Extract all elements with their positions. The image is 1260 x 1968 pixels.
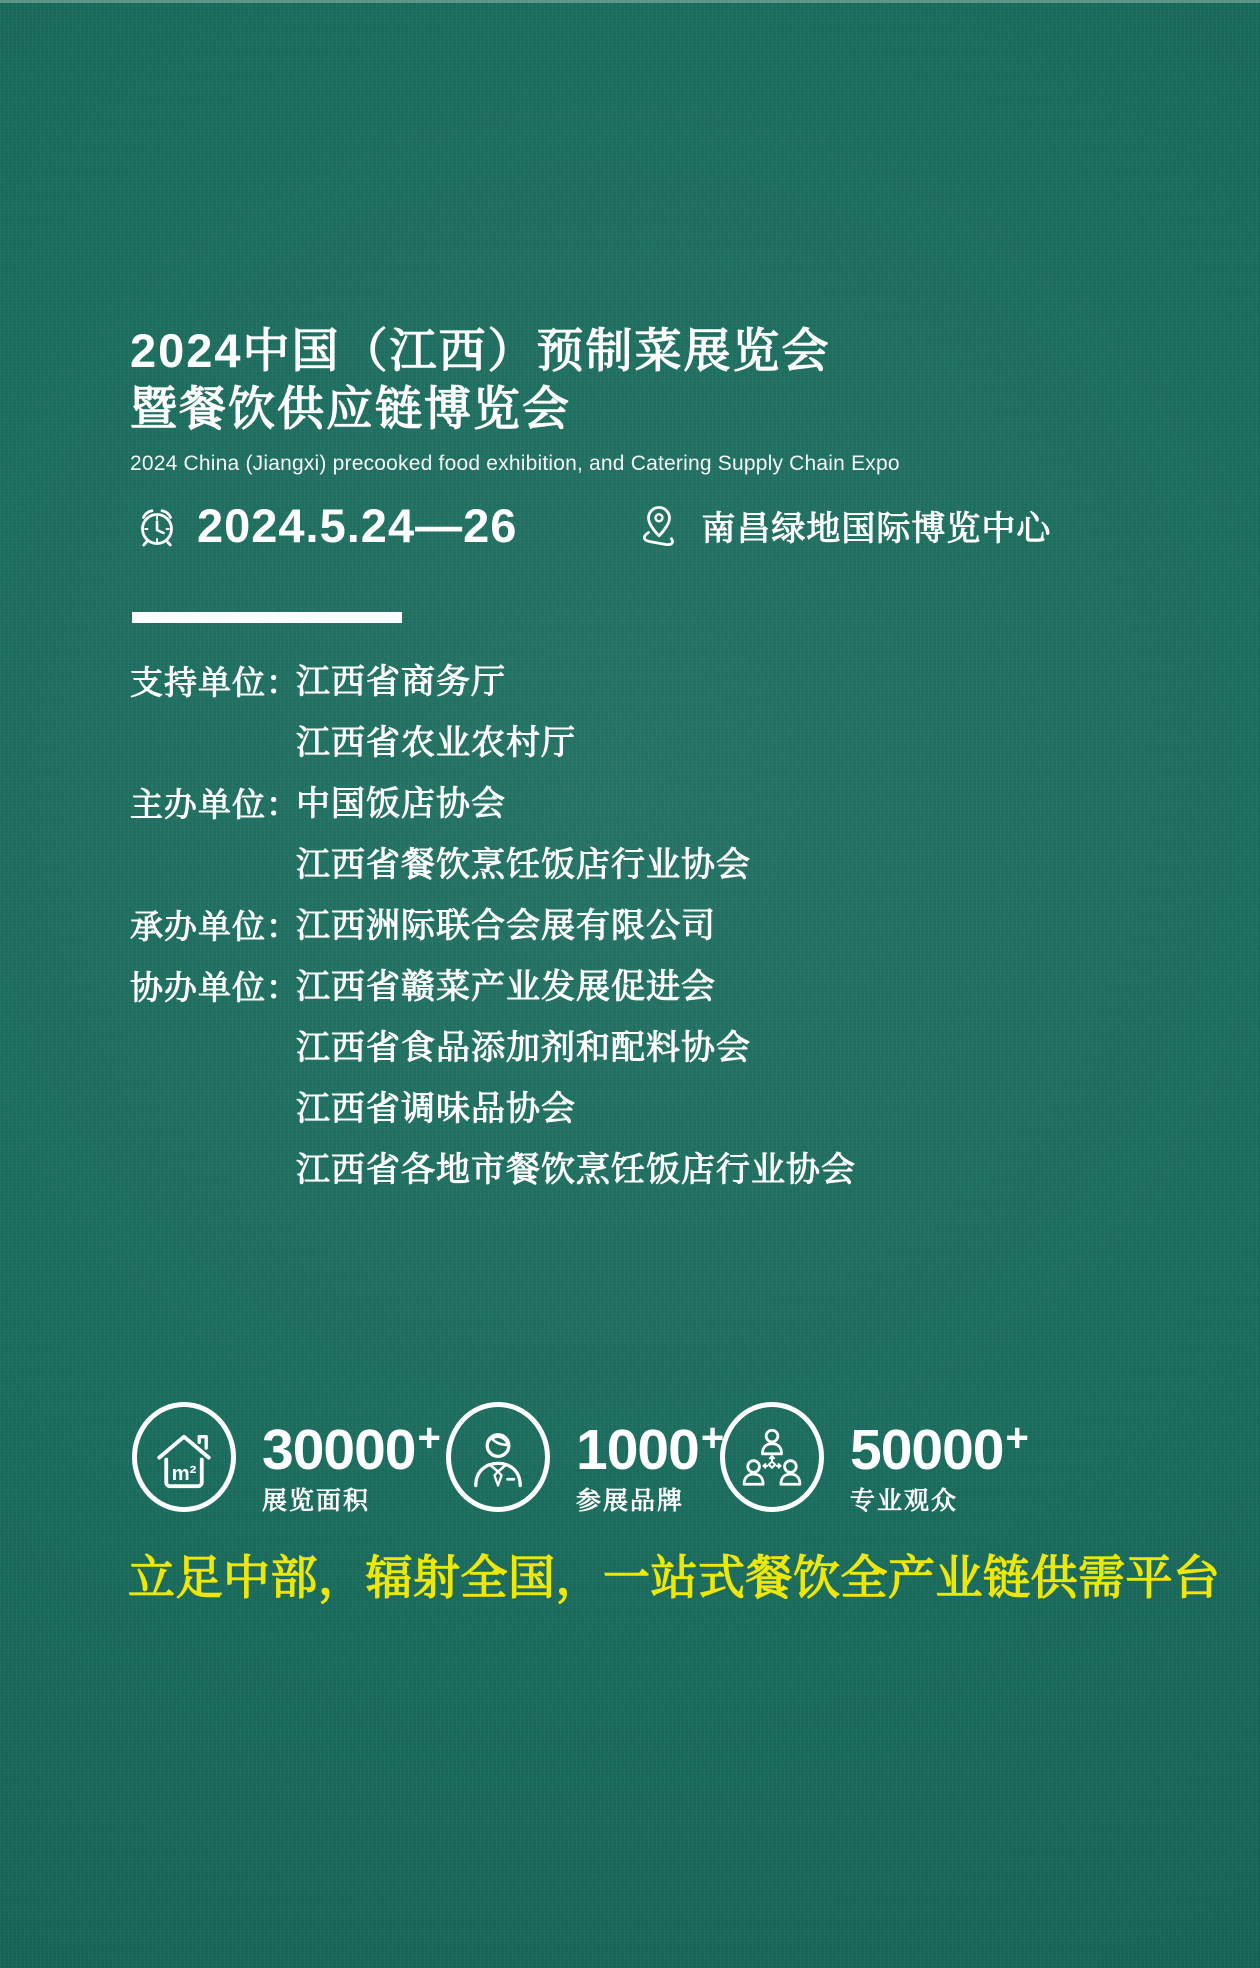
date-venue-row (133, 498, 1051, 553)
stat-label: 专业观众 (850, 1487, 959, 1515)
organizer-value: 中国饭店协会 (296, 785, 506, 823)
organizer-list (130, 652, 856, 1201)
stat-value: 1000+ (576, 1410, 723, 1478)
stat-value: 50000+ (850, 1410, 1028, 1478)
alarm-clock-icon (133, 502, 181, 550)
divider-bar (132, 612, 402, 623)
title-line-1: 2024中国（江西）预制菜展览会 (130, 324, 831, 377)
audience-network-icon (720, 1402, 824, 1512)
event-date: 2024.5.24—26 (197, 499, 518, 552)
exhibitor-person-icon (446, 1402, 550, 1512)
event-venue: 南昌绿地国际博览中心 (701, 510, 1052, 548)
date-group (133, 498, 517, 553)
stat-professional-visitors (720, 1402, 1028, 1517)
plus-sign: + (700, 1416, 724, 1460)
organizer-label: 协办单位： (130, 969, 300, 1006)
stat-label: 参展品牌 (576, 1487, 685, 1515)
title-line-2: 暨餐饮供应链博览会 (130, 382, 571, 435)
organizer-value: 江西省农业农村厅 (296, 724, 576, 762)
house-area-icon (132, 1402, 236, 1512)
stat-exhibitor-brands (446, 1402, 723, 1517)
organizer-row-coorganizer (130, 957, 856, 1201)
svg-text:m²: m² (171, 1462, 197, 1485)
plus-sign: + (417, 1416, 440, 1460)
organizer-value: 江西省商务厅 (296, 663, 506, 701)
stat-exhibition-area (132, 1402, 440, 1517)
organizer-value: 江西省调味品协会 (296, 1090, 576, 1128)
organizer-value: 江西洲际联合会展有限公司 (296, 907, 716, 945)
organizer-row-host (130, 774, 856, 896)
organizer-value: 江西省各地市餐饮烹饪饭店行业协会 (296, 1151, 856, 1189)
organizer-label: 主办单位： (130, 786, 300, 823)
organizer-row-support (130, 652, 856, 774)
venue-group (635, 501, 1051, 550)
top-edge-highlight (0, 0, 1260, 3)
organizer-label: 支持单位： (130, 664, 300, 701)
organizer-row-undertaker (130, 896, 856, 957)
location-pin-icon (635, 502, 683, 550)
organizer-value: 江西省餐饮烹饪饭店行业协会 (296, 846, 751, 884)
organizer-value: 江西省赣菜产业发展促进会 (296, 968, 716, 1006)
slogan-text: 立足中部，辐射全国，一站式餐饮全产业链供需平台 (128, 1551, 1221, 1604)
subtitle-english: 2024 China (Jiangxi) precooked food exhibition, and Catering Supply Chain Expo (130, 452, 900, 475)
organizer-value: 江西省食品添加剂和配料协会 (296, 1029, 751, 1067)
stat-value: 30000+ (262, 1410, 440, 1478)
organizer-label: 承办单位： (130, 908, 300, 945)
plus-sign: + (1005, 1416, 1028, 1460)
stat-label: 展览面积 (262, 1487, 371, 1515)
title-block (130, 322, 831, 438)
